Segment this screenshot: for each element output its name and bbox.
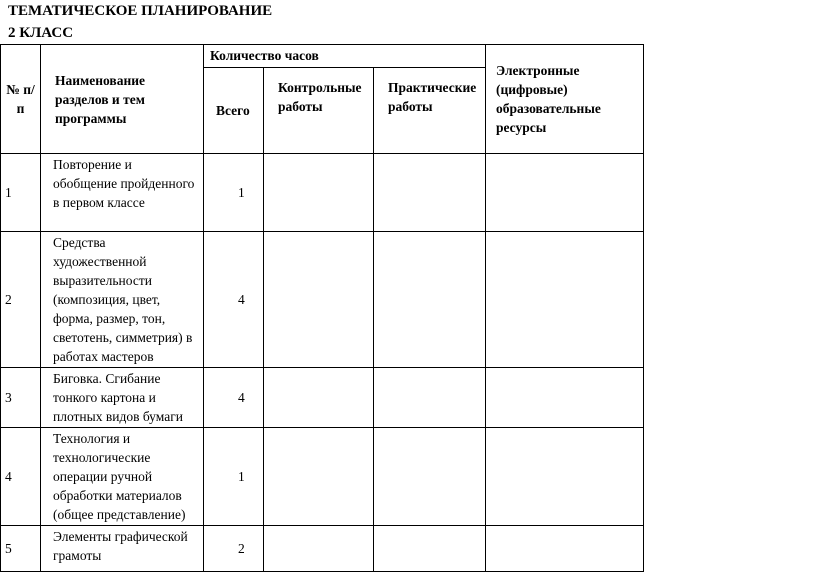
header-section-name: Наименование разделов и тем программы	[41, 45, 204, 154]
row-section-name: Повторение и обобщение пройденного в первом классе	[41, 154, 204, 232]
header-control-works: Контрольные работы	[264, 68, 374, 154]
table-row	[1, 232, 644, 368]
planning-table	[0, 44, 644, 572]
row-total-hours: 1	[204, 154, 264, 232]
row-resources	[486, 428, 644, 526]
document-subtitle: 2 КЛАСС	[8, 25, 74, 41]
table-row	[1, 154, 644, 232]
row-resources	[486, 232, 644, 368]
header-practical-works: Практические работы	[374, 68, 486, 154]
row-number: 2	[1, 232, 41, 368]
header-digital-resources: Электронные (цифровые) образовательные ресурсы	[486, 45, 644, 154]
row-section-name: Средства художественной выразительности (композиция, цвет, форма, размер, тон, светотень, симметрия) в работах мастеров	[41, 232, 204, 368]
row-resources	[486, 154, 644, 232]
table-row	[1, 428, 644, 526]
row-control-works	[264, 154, 374, 232]
table-row	[1, 368, 644, 428]
row-number: 1	[1, 154, 41, 232]
row-section-name: Технология и технологические операции ручной обработки материалов (общее представление)	[41, 428, 204, 526]
row-number: 5	[1, 526, 41, 572]
row-practical-works	[374, 232, 486, 368]
row-resources	[486, 526, 644, 572]
row-number: 4	[1, 428, 41, 526]
table-header-row	[1, 45, 644, 68]
row-control-works	[264, 428, 374, 526]
header-hours-count: Количество часов	[204, 45, 486, 68]
header-number: № п/п	[1, 45, 41, 154]
row-total-hours: 4	[204, 368, 264, 428]
row-section-name: Биговка. Сгибание тонкого картона и плотных видов бумаги	[41, 368, 204, 428]
row-resources	[486, 368, 644, 428]
row-total-hours: 2	[204, 526, 264, 572]
row-control-works	[264, 368, 374, 428]
header-total: Всего	[204, 68, 264, 154]
row-total-hours: 4	[204, 232, 264, 368]
row-control-works	[264, 526, 374, 572]
row-total-hours: 1	[204, 428, 264, 526]
row-practical-works	[374, 526, 486, 572]
row-practical-works	[374, 368, 486, 428]
row-practical-works	[374, 154, 486, 232]
table-row	[1, 526, 644, 572]
row-control-works	[264, 232, 374, 368]
row-number: 3	[1, 368, 41, 428]
document-title: ТЕМАТИЧЕСКОЕ ПЛАНИРОВАНИЕ	[8, 3, 273, 19]
row-section-name: Элементы графической грамоты	[41, 526, 204, 572]
row-practical-works	[374, 428, 486, 526]
